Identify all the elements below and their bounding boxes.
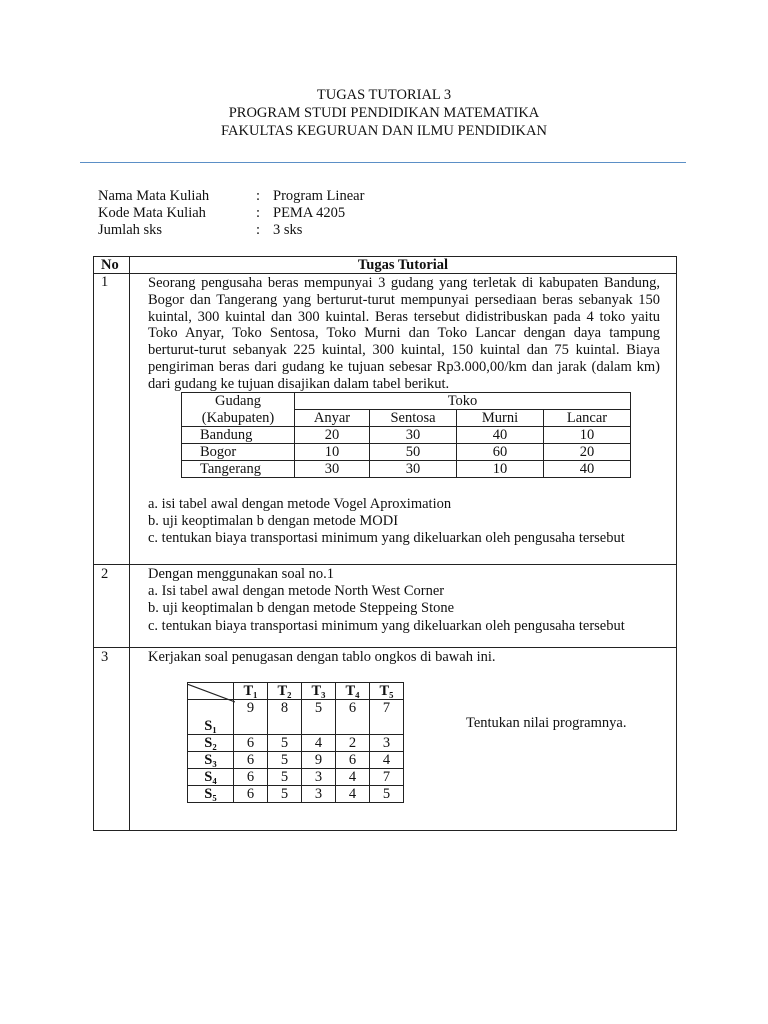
task-row-divider: [93, 647, 677, 648]
table-cell: 6: [234, 735, 268, 752]
table-cell: 5: [268, 769, 302, 786]
table-cell: 30: [370, 427, 457, 444]
task2-intro: Dengan menggunakan soal no.1: [148, 566, 335, 582]
course-code-label: Kode Mata Kuliah: [98, 205, 206, 221]
column-header: Sentosa: [370, 410, 457, 427]
table-row: [188, 700, 404, 735]
header-title: TUGAS TUTORIAL 3: [316, 87, 452, 103]
credits-value: 3 sks: [273, 222, 303, 238]
header-program: PROGRAM STUDI PENDIDIKAN MATEMATIKA: [228, 105, 540, 121]
document-header: [0, 86, 768, 140]
task-row-divider: [93, 564, 677, 565]
table-row: [182, 427, 631, 444]
task3-note: Tentukan nilai programnya.: [466, 715, 627, 731]
table-row: [182, 461, 631, 478]
table-cell: 3: [302, 769, 336, 786]
table-cell: 50: [370, 444, 457, 461]
distance-table: [181, 392, 631, 478]
task-number-2: 2: [101, 566, 109, 582]
list-item: a. isi tabel awal dengan metode Vogel Aproximation: [148, 496, 452, 512]
table-cell: 5: [370, 786, 404, 803]
table-cell: 3: [302, 786, 336, 803]
row-label: S₁: [188, 700, 234, 735]
table-cell: 20: [544, 444, 631, 461]
column-header: Murni: [457, 410, 544, 427]
row-label: Bogor: [182, 444, 295, 461]
table-row: [188, 769, 404, 786]
table-cell: 5: [268, 752, 302, 769]
table-cell: 40: [457, 427, 544, 444]
table-cell: 10: [295, 444, 370, 461]
toko-header: Toko: [295, 393, 631, 410]
table-cell: 5: [268, 735, 302, 752]
colon: :: [256, 205, 261, 221]
table-cell: 9: [302, 752, 336, 769]
table-cell: 6: [234, 786, 268, 803]
task1-text: Seorang pengusaha beras mempunyai 3 gudang yang terletak di kabupaten Bandung, Bogor dan Tangerang yang berturut-turut mempunyai persediaan beras sebanyak 150 kuintal, 300 kuintal dan 300 kuintal. Beras tersebut didistribuskan pada 4 toko yaitu Toko Anyar, Toko Sentosa, Toko Murni dan Toko Lancar dengan daya tampung berturut-turut sebanyak 225 kuintal, 300 kuintal, 150 kuintal dan 75 kuintal. Biaya pengiriman beras dari gudang ke tujuan sebesar Rp3.000,00/km dan jarak (dalam km) dari gudang ke tujuan disajikan dalam tabel berikut.: [148, 275, 660, 392]
table-cell: 6: [234, 769, 268, 786]
course-info: [98, 188, 364, 239]
table-cell: 5: [302, 700, 336, 735]
table-cell: 9: [234, 700, 268, 735]
table-cell: 4: [370, 752, 404, 769]
table-cell: 3: [370, 735, 404, 752]
list-item: b. uji keoptimalan b dengan metode MODI: [148, 513, 399, 530]
colon: :: [256, 188, 261, 204]
course-name-label: Nama Mata Kuliah: [98, 188, 210, 204]
course-name-row: [98, 188, 364, 205]
table-cell: 7: [370, 700, 404, 735]
table-row: [188, 735, 404, 752]
colon: :: [256, 222, 261, 238]
task2-content: [148, 566, 625, 635]
column-header: T₄: [336, 683, 370, 700]
column-header-no: No: [101, 257, 119, 273]
table-cell: 10: [457, 461, 544, 478]
table-cell: 20: [295, 427, 370, 444]
header-divider: [80, 162, 686, 163]
row-label: S₃: [188, 752, 234, 769]
gudang-subheader: (Kabupaten): [182, 410, 295, 427]
table-row: [182, 444, 631, 461]
table-row: [188, 752, 404, 769]
column-header: T₂: [268, 683, 302, 700]
list-item: b. uji keoptimalan b dengan metode Steppeing Stone: [148, 600, 455, 617]
column-header-task: Tugas Tutorial: [357, 257, 449, 273]
corner-diagonal-line: [187, 684, 235, 704]
task-number-1: 1: [101, 274, 109, 290]
column-header: T₅: [370, 683, 404, 700]
course-name-value: Program Linear: [273, 188, 365, 204]
table-cell: 8: [268, 700, 302, 735]
column-header: T₁: [234, 683, 268, 700]
table-cell: 4: [336, 769, 370, 786]
row-label: Bandung: [182, 427, 295, 444]
row-label: S₂: [188, 735, 234, 752]
task3-text: Kerjakan soal penugasan dengan tablo ongkos di bawah ini.: [148, 649, 496, 665]
task1-items: [148, 496, 625, 548]
table-cell: 40: [544, 461, 631, 478]
table-cell: 30: [370, 461, 457, 478]
list-item: c. tentukan biaya transportasi minimum yang dikeluarkan oleh pengusaha tersebut: [148, 617, 625, 634]
task-number-3: 3: [101, 649, 109, 665]
column-header: T₃: [302, 683, 336, 700]
task-table-column-divider: [129, 256, 130, 831]
table-cell: 4: [336, 786, 370, 803]
table-row: [188, 786, 404, 803]
row-label: S₅: [188, 786, 234, 803]
table-cell: 60: [457, 444, 544, 461]
course-code-value: PEMA 4205: [273, 205, 346, 221]
list-item: a. Isi tabel awal dengan metode North West Corner: [148, 583, 445, 600]
header-faculty: FAKULTAS KEGURUAN DAN ILMU PENDIDIKAN: [221, 123, 547, 139]
credits-row: [98, 222, 364, 239]
row-label: S₄: [188, 769, 234, 786]
column-header: Lancar: [544, 410, 631, 427]
table-cell: 30: [295, 461, 370, 478]
list-item: c. tentukan biaya transportasi minimum yang dikeluarkan oleh pengusaha tersebut: [148, 530, 625, 547]
gudang-header: Gudang: [182, 393, 295, 410]
table-cell: 10: [544, 427, 631, 444]
table-cell: 5: [268, 786, 302, 803]
table-cell: 6: [234, 752, 268, 769]
table-cell: 2: [336, 735, 370, 752]
table-cell: 4: [302, 735, 336, 752]
course-code-row: [98, 205, 364, 222]
table-cell: 7: [370, 769, 404, 786]
table-cell: 6: [336, 700, 370, 735]
column-header: Anyar: [295, 410, 370, 427]
credits-label: Jumlah sks: [98, 222, 163, 238]
table-cell: 6: [336, 752, 370, 769]
row-label: Tangerang: [182, 461, 295, 478]
